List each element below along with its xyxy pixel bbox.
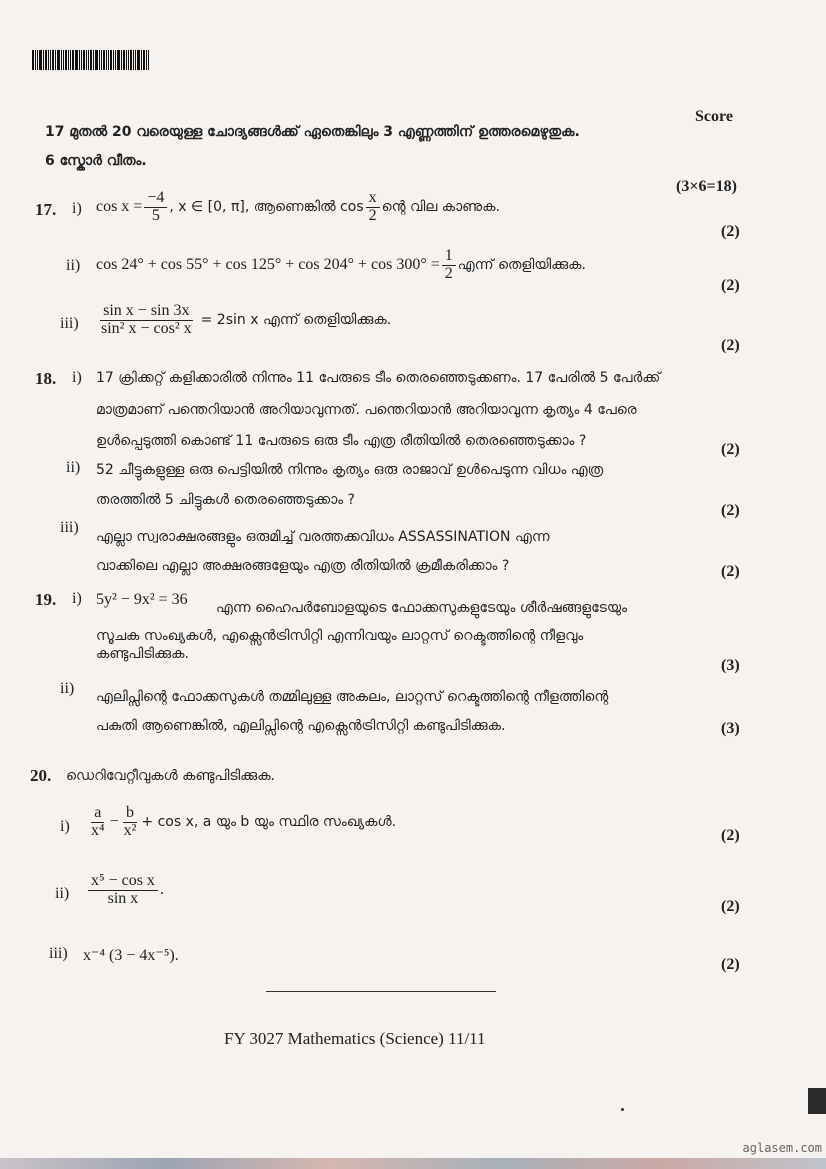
q17-ii-pre: cos 24° + cos 55° + cos 125° + cos 204° + cos 300° = [96,256,440,274]
q20-i-expression [86,805,396,840]
q17-iii-denominator: sin² x − cos² x [101,319,192,337]
q17-i-denominator: 5 [151,206,160,224]
q19-i-line3: കണ്ടുപിടിക്കുക. [96,646,189,662]
q17-ii-expression [96,248,586,283]
bottom-edge-strip [0,1158,826,1169]
q19-ii-label: ii) [60,680,75,697]
q17-ii-label: ii) [66,257,81,274]
q20-i-numerator-1: a [91,805,104,823]
q17-i-fraction-2 [366,190,380,225]
instruction-line-1: 17 മുതൽ 20 വരെയുള്ള ചോദ്യങ്ങൾക്ക് ഏതെങ്കിലും 3 എണ്ണത്തിന് ഉത്തരമെഴുതുക. [45,124,580,140]
q17-iii-marks: (2) [721,337,740,354]
q18-i-line2: മാത്രമാണ് പന്തെറിയാൻ അറിയാവുന്നത്. പന്തെറിയാൻ അറിയാവുന്ന കൃത്യം 4 പേരെ [96,402,637,418]
q20-ii-marks: (2) [721,898,740,915]
q20-i-minus: − [109,813,119,831]
q20-iii-marks: (2) [721,956,740,973]
q19-ii-line1: എലിപ്സിന്റെ ഫോക്കസുകൾ തമ്മിലുള്ള അകലം, ലാറ്റസ് റെക്ടത്തിന്റെ നീളത്തിന്റെ [96,689,609,705]
q20-ii-label: ii) [55,885,70,902]
q20-i-marks: (2) [721,827,740,844]
marks-total: (3×6=18) [676,178,737,195]
instruction-line-2: 6 സ്കോർ വീതം. [45,153,147,169]
score-label: Score [695,108,733,125]
q18-iii-line1: എല്ലാ സ്വരാക്ഷരങ്ങളും ഒരുമിച്ച് വരത്തക്കവിധം ASSASSINATION എന്ന [96,529,550,545]
q17-i-label: i) [72,200,82,217]
q18-iii-marks: (2) [721,563,740,580]
q18-ii-label: ii) [66,459,81,476]
q18-i-marks: (2) [721,441,740,458]
q17-i-fraction [144,190,167,225]
q19-number: 19. [35,590,57,609]
watermark: aglasem.com [742,1141,822,1155]
q18-iii-label: iii) [60,519,79,536]
q18-ii-line2: തരത്തിൽ 5 ചിട്ടുകൾ തെരഞ്ഞെടുക്കാം ? [96,492,355,508]
q20-iii-label: iii) [49,945,68,962]
q20-ii-denominator: sin x [107,889,139,907]
q17-iii-expression [96,303,391,338]
q17-number: 17. [35,200,57,219]
q20-i-post: + cos x, a യും b യും സ്ഥിര സംഖ്യകൾ. [141,814,397,831]
q17-iii-numerator: sin x − sin 3x [100,303,192,321]
q20-i-fraction-2 [121,805,140,840]
q17-i-marks: (2) [721,223,740,240]
q19-i-line1: എന്ന ഹൈപർബോളയുടെ ഫോക്കസുകളുടേയും ശീർഷങ്ങളുടേയും [216,600,628,616]
q20-ii-fraction [88,873,158,908]
q19-i-label: i) [72,590,82,607]
q20-i-fraction-1 [88,805,108,840]
q20-i-numerator-2: b [123,805,137,823]
q20-i-denominator-1: x⁴ [91,821,105,839]
q20-ii-expression [86,873,164,908]
q18-number: 18. [35,369,57,388]
q18-i-line3: ഉൾപ്പെടുത്തി കൊണ്ട് 11 പേരുടെ ഒരു ടീം എത്ര രീതിയിൽ തെരഞ്ഞെടുക്കാം ? [96,433,587,449]
q17-i-mid: , x ∈ [0, π], ആണെങ്കിൽ cos [169,199,364,216]
q17-ii-marks: (2) [721,277,740,294]
speck [621,1108,624,1111]
q18-i-line1: 17 ക്രിക്കറ്റ് കളിക്കാരിൽ നിന്നും 11 പേരുടെ ടീം തെരഞ്ഞെടുക്കണം. 17 പേരിൽ 5 പേർക്ക് [96,370,661,386]
q19-i-marks: (3) [721,657,740,674]
q20-iii-expression: x⁻⁴ (3 − 4x⁻⁵). [83,947,179,964]
q18-i-label: i) [72,369,82,386]
q18-ii-line1: 52 ചീട്ടുകളുള്ള ഒരു പെട്ടിയിൽ നിന്നും കൃത്യം ഒരു രാജാവ് ഉൾപെടുന്ന വിധം എത്ര [96,462,604,478]
q20-title: ഡെറിവേറ്റീവുകൾ കണ്ടുപിടിക്കുക. [66,768,276,784]
q18-ii-marks: (2) [721,502,740,519]
q19-i-line2: സൂചക സംഖ്യകൾ, എക്സെൻട്രിസിറ്റി എന്നിവയും ലാറ്റസ് റെക്ടത്തിന്റെ നീളവും [96,628,584,644]
q20-ii-numerator: x⁵ − cos x [88,873,158,891]
q17-i-pre: cos x = [96,198,143,216]
q17-i-numerator: −4 [144,190,167,208]
q17-ii-denominator: 2 [444,264,453,282]
q17-i-expression [96,190,500,225]
q17-ii-numerator: 1 [442,248,456,266]
q17-i-denominator-2: 2 [368,206,377,224]
q17-iii-fraction [98,303,195,338]
q19-ii-line2: പകുതി ആണെങ്കിൽ, എലിപ്സിന്റെ എക്സെൻട്രിസിറ്റി കണ്ടുപിടിക്കുക. [96,718,506,734]
q17-i-numerator-2: x [366,190,380,208]
footer-code: FY 3027 Mathematics (Science) 11/11 [224,1029,486,1048]
q20-i-label: i) [60,818,70,835]
q18-iii-line2: വാക്കിലെ എല്ലാ അക്ഷരങ്ങളേയും എത്ര രീതിയിൽ ക്രമീകരിക്കാം ? [96,558,510,574]
end-rule [266,991,496,992]
q17-iii-label: iii) [60,315,79,332]
q17-ii-post: എന്ന് തെളിയിക്കുക. [457,257,586,274]
q19-i-equation: 5y² − 9x² = 36 [96,591,188,608]
q17-iii-post: = 2sin x എന്ന് തെളിയിക്കുക. [200,312,392,329]
q20-i-denominator-2: x² [123,821,137,839]
q20-number: 20. [30,766,52,785]
barcode [32,50,156,70]
corner-mark [808,1088,826,1114]
q19-ii-marks: (3) [721,720,740,737]
q17-i-post: ന്റെ വില കാണുക. [381,199,500,216]
q17-ii-fraction [442,248,456,283]
q20-ii-post: . [159,881,164,899]
